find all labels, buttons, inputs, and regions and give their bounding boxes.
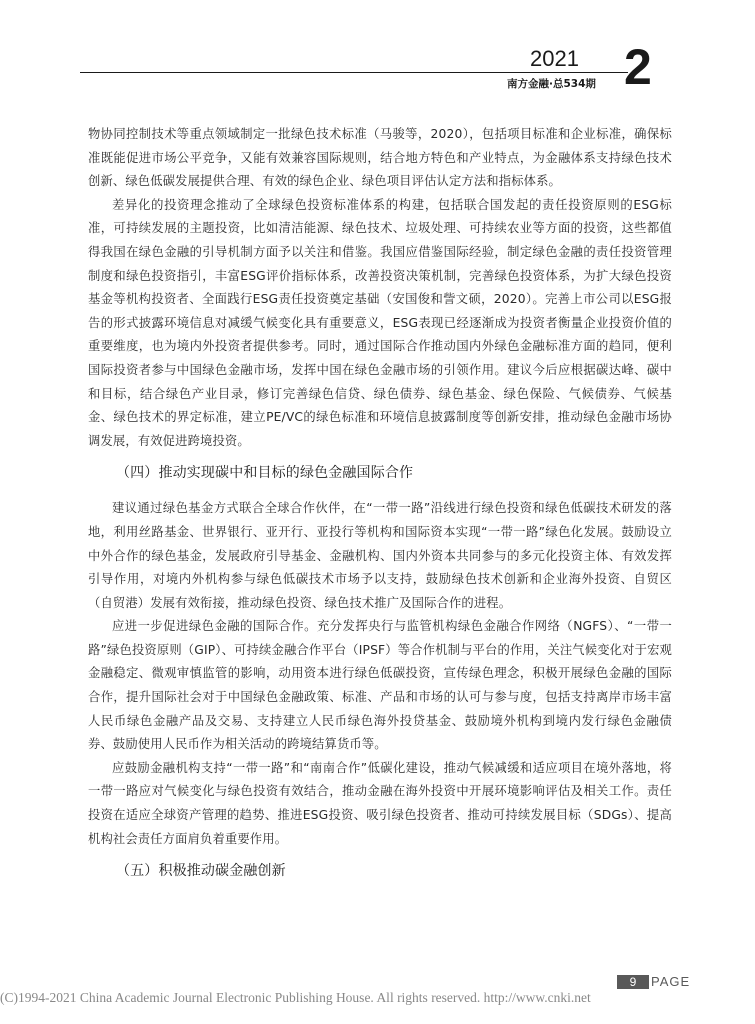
page-label: PAGE	[651, 974, 691, 989]
header-issue-number: 2	[624, 39, 652, 95]
section-heading: （四）推动实现碳中和目标的绿色金融国际合作	[116, 465, 414, 482]
article-body	[88, 123, 672, 895]
page-number: 9	[617, 975, 649, 989]
paragraph: 物协同控制技术等重点领域制定一批绿色技术标准（马骏等，2020），包括项目标准和企业标准，确保标准既能促进市场公平竞争，又能有效兼容国际规则，结合地方特色和产业特点，为金融体系支持绿色技术创新、绿色低碳发展提供合理、有效的绿色企业、绿色项目评估认定方法和指标体系。	[88, 127, 672, 189]
paragraph: 应进一步促进绿色金融的国际合作。充分发挥央行与监管机构绿色金融合作网络（NGFS）、“一带一路”绿色投资原则（GIP）、可持续金融合作平台（IPSF）等合作机制与平台的作用，关注气候变化对于宏观金融稳定、微观审慎监管的影响，动用资本进行绿色低碳投资，宣传绿色理念，积极开展绿色金融的国际合作，提升国际社会对于中国绿色金融政策、标准、产品和市场的认可与参与度，包括支持离岸市场丰富人民币绿色金融产品及交易、支持建立人民币绿色海外投贷基金、鼓励境外机构到境内发行绿色金融债券、鼓励使用人民币作为相关活动的跨境结算货币等。	[88, 619, 672, 752]
copyright-footer: (C)1994-2021 China Academic Journal Electronic Publishing House. All rights reserved. http://www.cnki.net	[0, 990, 591, 1005]
paragraph: 差异化的投资理念推动了全球绿色投资标准体系的构建，包括联合国发起的责任投资原则的ESG标准，可持续发展的主题投资，比如清洁能源、绿色技术、垃圾处理、可持续农业等方面的投资，这些都值得我国在绿色金融的引导机制方面予以关注和借鉴。我国应借鉴国际经验，制定绿色金融的责任投资管理制度和绿色投资指引，丰富ESG评价指标体系，改善投资决策机制，完善绿色投资体系，为扩大绿色投资基金等机构投资者、全面践行ESG责任投资奠定基础（安国俊和訾文硕，2020）。完善上市公司以ESG报告的形式披露环境信息对减缓气候变化具有重要意义，ESG表现已经逐渐成为投资者衡量企业投资价值的重要维度，也为境内外投资者提供参考。同时，通过国际合作推动国内外绿色金融标准方面的趋同，便利国际投资者参与中国绿色金融市场，发挥中国在绿色金融市场的引领作用。建议今后应根据碳达峰、碳中和目标，结合绿色产业目录，修订完善绿色信贷、绿色债券、绿色基金、绿色保险、气候债券、气候基金、绿色技术的界定标准，建立PE/VC的绿色标准和环境信息披露制度等创新安排，推动绿色金融市场协调发展，有效促进跨境投资。	[88, 197, 672, 448]
header-issue: 南方金融·总534期	[507, 78, 596, 90]
section-heading: （五）积极推动碳金融创新	[116, 863, 286, 880]
paragraph: 应鼓励金融机构支持“一带一路”和“南南合作”低碳化建设，推动气候减缓和适应项目在境外落地，将一带一路应对气候变化与绿色投资有效结合，推动金融在海外投资中开展环境影响评估及相关工作。责任投资在适应全球资产管理的趋势、推进ESG投资、吸引绿色投资者、推动可持续发展目标（SDGs）、提高机构社会责任方面肩负着重要作用。	[88, 760, 672, 846]
header-year: 2021	[530, 46, 579, 71]
header-rule	[80, 72, 628, 73]
paragraph: 建议通过绿色基金方式联合全球合作伙伴，在“一带一路”沿线进行绿色投资和绿色低碳技术研发的落地，利用丝路基金、世界银行、亚开行、亚投行等机构和国际资本实现“一带一路”绿色化发展。鼓励设立中外合作的绿色基金，发展政府引导基金、金融机构、国内外资本共同参与的多元化投资主体、有效发挥引导作用，对境内外机构参与绿色低碳技术市场予以支持，鼓励绿色技术创新和企业海外投资、自贸区（自贸港）发展有效衔接，推动绿色投资、绿色技术推广及国际合作的进程。	[88, 501, 672, 610]
